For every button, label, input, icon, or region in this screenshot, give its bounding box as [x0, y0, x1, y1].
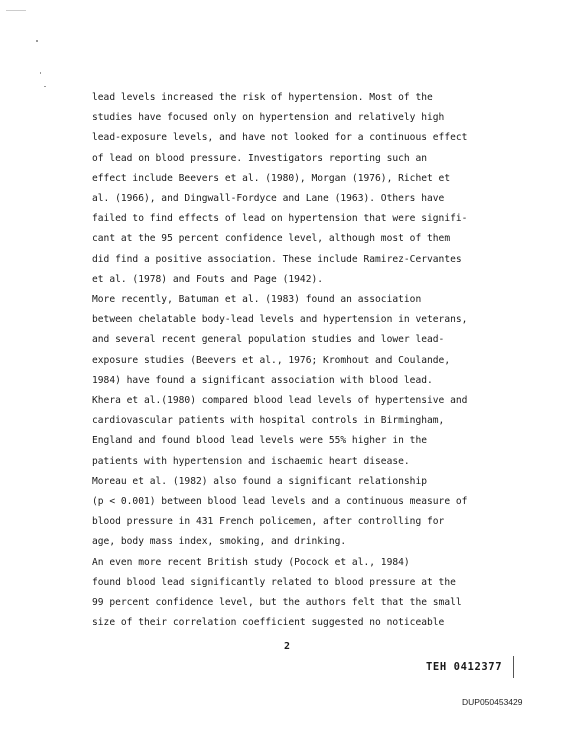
- scan-speck: [44, 86, 46, 87]
- page-number: 2: [283, 641, 291, 652]
- paragraph-3: An even more recent British study (Pocock et al., 1984) found blood lead significantly related to blood pressure at the 99 percent confidence level, but the authors felt that the small size of their correlation coefficient suggested no noticeable: [92, 556, 462, 629]
- body-text: [92, 88, 512, 633]
- bates-stamp: TEH 0412377: [426, 661, 503, 673]
- document-id: DUP050453429: [462, 697, 523, 707]
- bates-margin-mark: [513, 656, 514, 678]
- paragraph-1: lead levels increased the risk of hypertension. Most of the studies have focused only on hypertension and relatively high lead-exposure levels, and have not looked for a continuous effect of lead on blood pressure. Investigators reporting such an effect include Beevers et al. (1980), Morgan (1976), Richet et al. (1966), and Dingwall-Fordyce and Lane (1963). Others have failed to find effects of lead on hypertension that were signifi- cant at the 95 percent confidence level, although most of them did find a positive association. These include Ramirez-Cervantes et al. (1978) and Fouts and Page (1942).: [92, 92, 468, 285]
- scan-speck: [36, 40, 38, 42]
- scan-speck: [6, 10, 26, 11]
- paragraph-2: More recently, Batuman et al. (1983) found an association between chelatable body-lead levels and hypertension in veterans, and several recent general population studies and lower lead- exposure studies (Beevers et al., 1976; Kromhout and Coulande, 1984) have found a significant association with blood lead. Khera et al.(1980) compared blood lead levels of hypertensive and cardiovascular patients with hospital controls in Birmingham, England and found blood lead levels were 55% higher in the patients with hypertension and ischaemic heart disease. Moreau et al. (1982) also found a significant relationship (p < 0.001) between blood lead levels and a continuous measure of blood pressure in 431 French policemen, after controlling for age, body mass index, smoking, and drinking.: [92, 294, 468, 548]
- scan-speck: [40, 72, 41, 74]
